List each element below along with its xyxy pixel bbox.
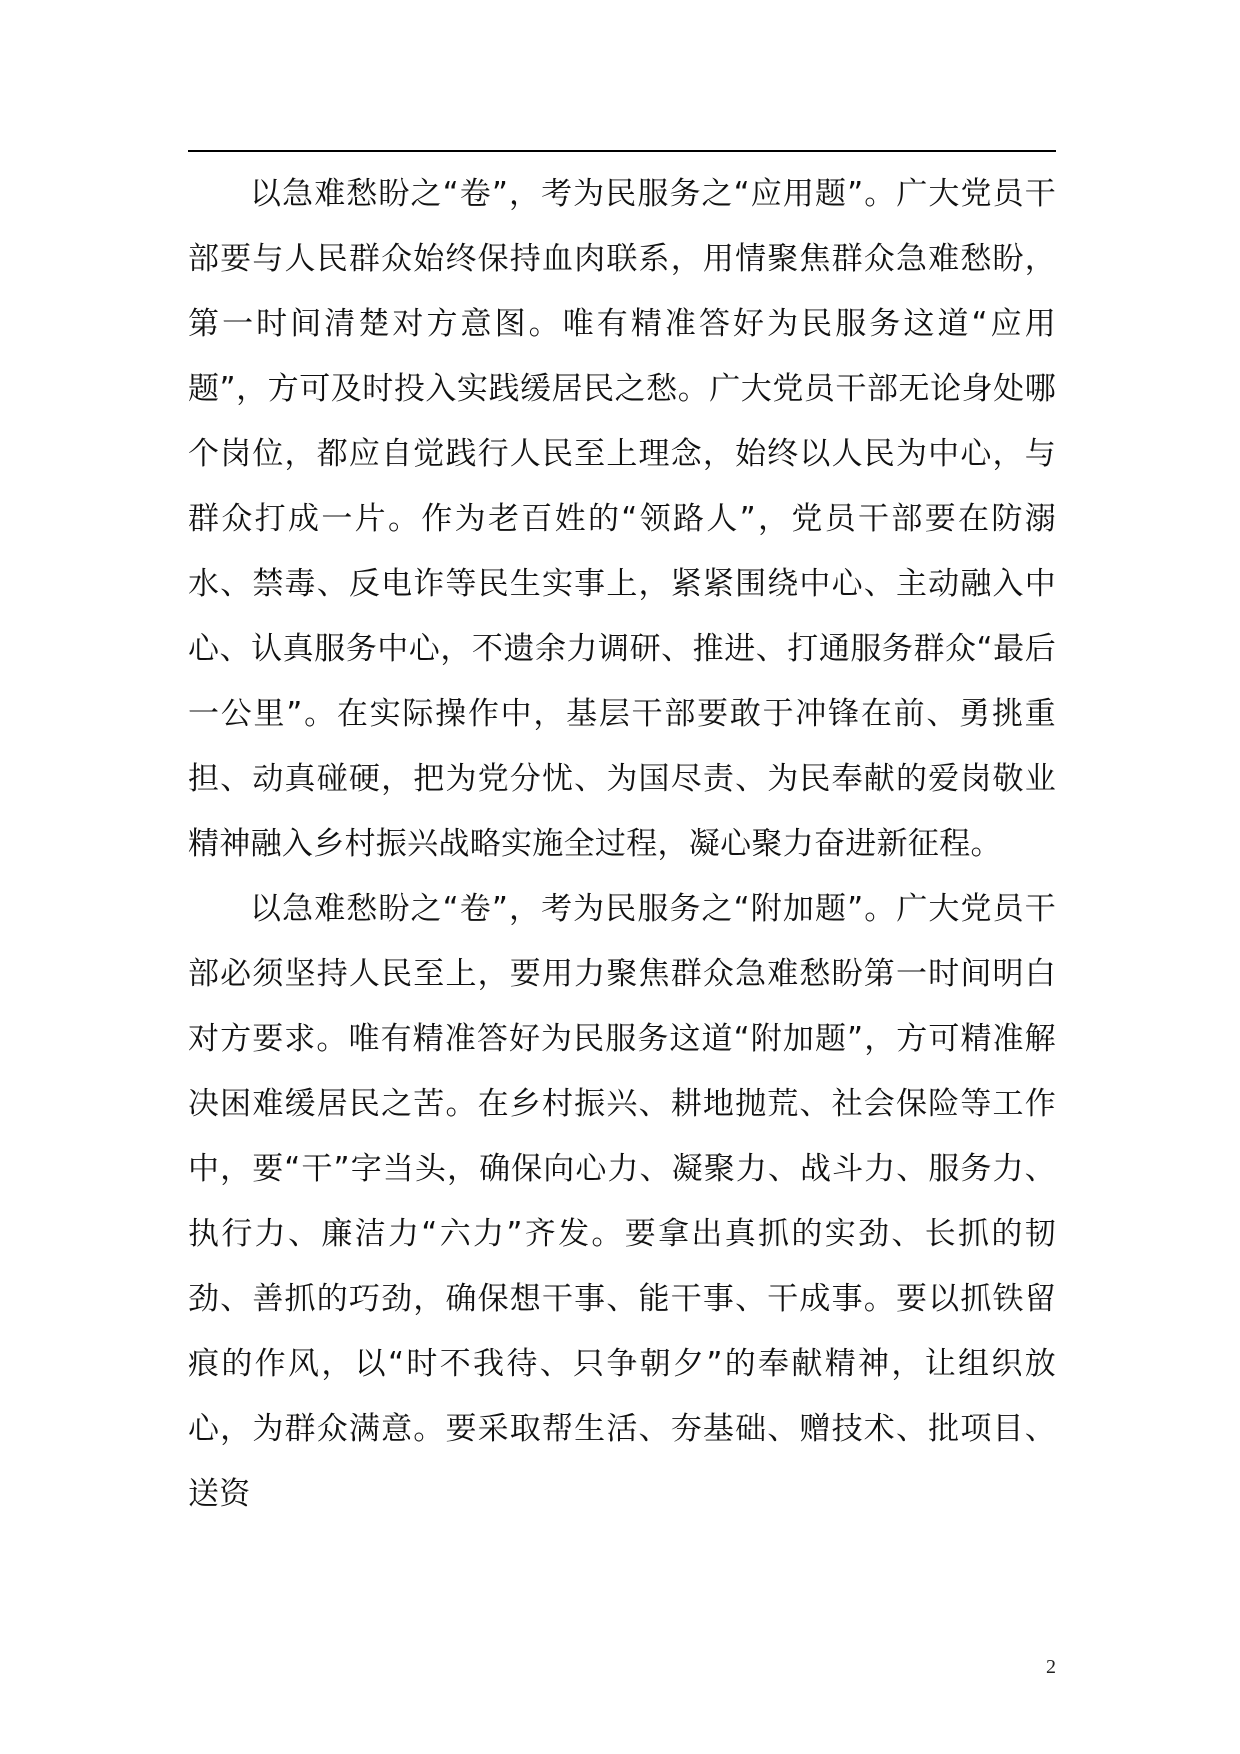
paragraph-1: 以急难愁盼之“卷”，考为民服务之“应用题”。广大党员干部要与人民群众始终保持血肉联系，用情聚焦群众急难愁盼，第一时间清楚对方意图。唯有精准答好为民服务这道“应用题”，方可及时投入实践缓居民之愁。广大党员干部无论身处哪个岗位，都应自觉践行人民至上理念，始终以人民为中心，与群众打成一片。作为老百姓的“领路人”，党员干部要在防溺水、禁毒、反电诈等民生实事上，紧紧围绕中心、主动融入中心、认真服务中心，不遗余力调研、推进、打通服务群众“最后一公里”。在实际操作中，基层干部要敢于冲锋在前、勇挑重担、动真碰硬，把为党分忧、为国尽责、为民奉献的爱岗敬业精神融入乡村振兴战略实施全过程，凝心聚力奋进新征程。	[188, 176, 1056, 862]
paragraph-2: 以急难愁盼之“卷”，考为民服务之“附加题”。广大党员干部必须坚持人民至上，要用力聚焦群众急难愁盼第一时间明白对方要求。唯有精准答好为民服务这道“附加题”，方可精准解决困难缓居民之苦。在乡村振兴、耕地抛荒、社会保险等工作中，要“干”字当头，确保向心力、凝聚力、战斗力、服务力、执行力、廉洁力“六力”齐发。要拿出真抓的实劲、长抓的韧劲、善抓的巧劲，确保想干事、能干事、干成事。要以抓铁留痕的作风，以“时不我待、只争朝夕”的奉献精神，让组织放心，为群众满意。要采取帮生活、夯基础、赠技术、批项目、送资	[188, 891, 1056, 1512]
header-rule	[188, 150, 1056, 152]
body-text	[188, 162, 1056, 1527]
page-number: 2	[1046, 1656, 1056, 1678]
